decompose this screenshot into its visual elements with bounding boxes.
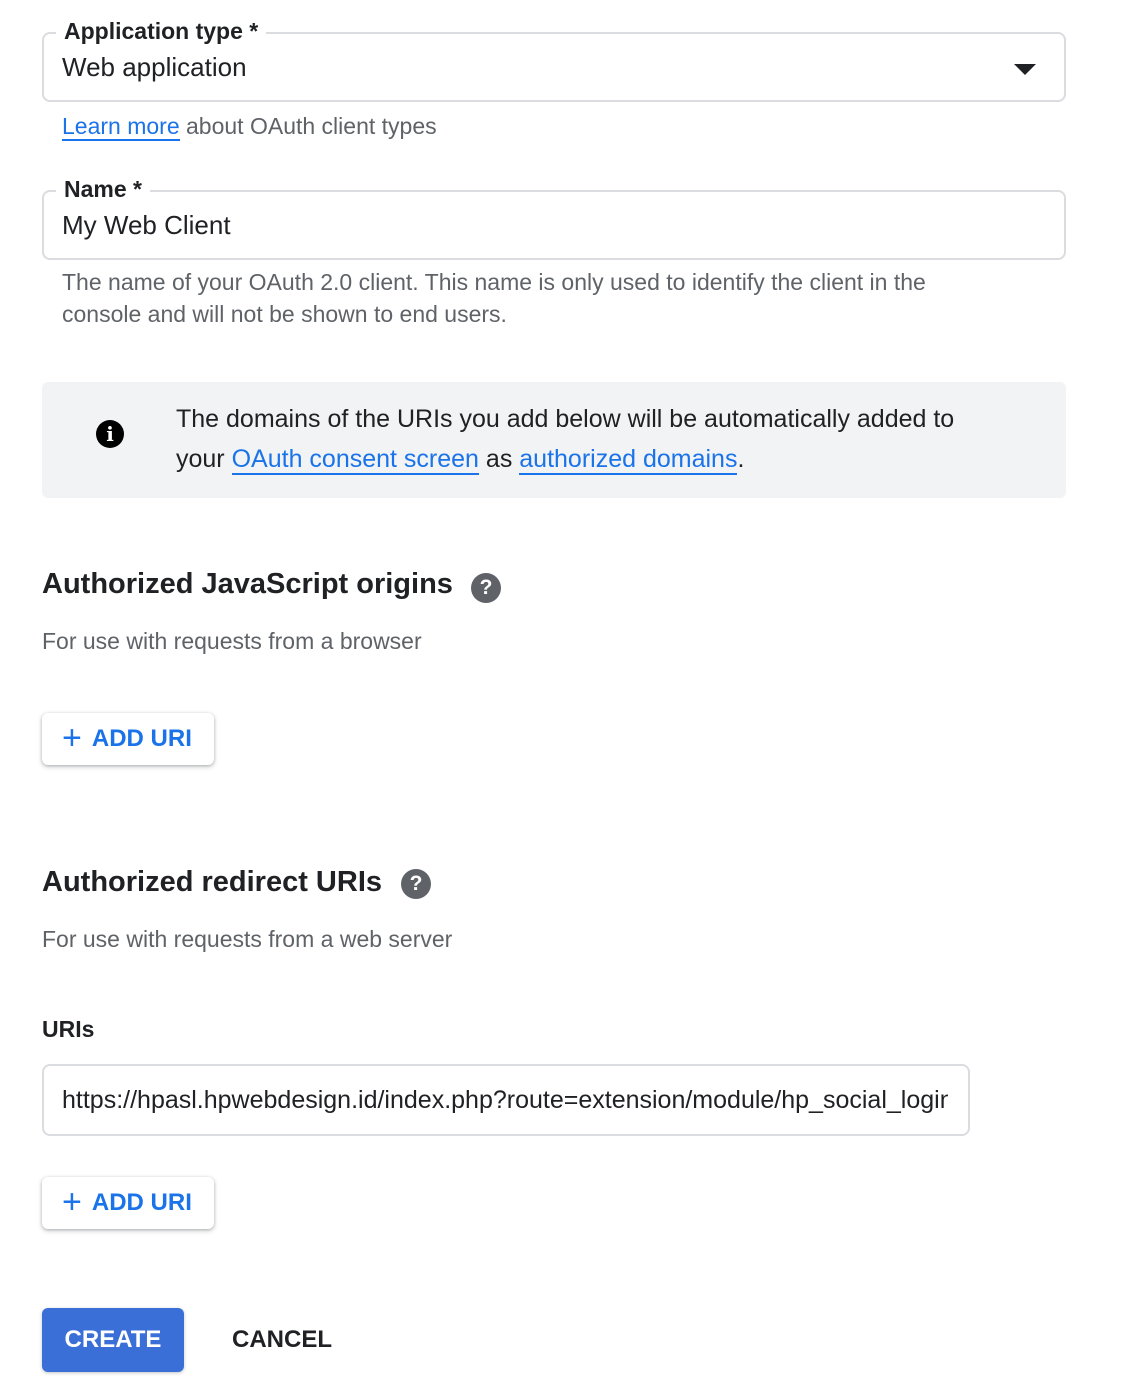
name-helper-line2: console and will not be shown to end users. [62, 301, 507, 327]
name-label: Name * [56, 174, 150, 204]
learn-more-link[interactable]: Learn more [62, 113, 180, 139]
name-value[interactable]: My Web Client [62, 210, 231, 240]
help-icon[interactable]: ? [471, 573, 501, 603]
application-type-label: Application type * [56, 16, 266, 46]
name-field[interactable] [42, 176, 1066, 260]
dropdown-arrow-icon[interactable] [1014, 64, 1036, 75]
application-type-value: Web application [62, 52, 247, 82]
redirect-uri-field[interactable] [42, 1064, 970, 1136]
cancel-button[interactable]: CANCEL [232, 1326, 332, 1353]
name-helper [62, 266, 926, 330]
banner-text-pre: your [176, 445, 232, 473]
learn-more-suffix: about OAuth client types [179, 113, 437, 139]
add-uri-label: ADD URI [91, 725, 192, 752]
redirect-uris-description: For use with requests from a web server [42, 926, 453, 952]
info-icon: i [96, 420, 124, 448]
redirect-uri-input[interactable] [62, 1066, 948, 1134]
plus-icon: + [62, 1182, 82, 1221]
banner-text-mid: as [478, 445, 520, 473]
banner-text [176, 399, 1036, 479]
js-origins-title: Authorized JavaScript origins [42, 568, 453, 600]
plus-icon: + [62, 718, 82, 757]
add-uri-label: ADD URI [91, 1189, 192, 1216]
banner-text-post: . [737, 445, 745, 473]
name-helper-line1: The name of your OAuth 2.0 client. This name is only used to identify the client in the [62, 269, 926, 295]
add-js-origin-uri-button[interactable] [42, 713, 214, 765]
banner-text-line1: The domains of the URIs you add below will be automatically added to [176, 405, 955, 433]
uris-label: URIs [42, 1016, 95, 1042]
authorized-domains-link[interactable]: authorized domains [519, 445, 738, 473]
create-button[interactable]: CREATE [42, 1308, 184, 1372]
add-redirect-uri-button[interactable] [42, 1177, 214, 1229]
banner-text-line2 [176, 439, 1036, 479]
js-origins-description: For use with requests from a browser [42, 628, 422, 654]
application-type-helper [62, 110, 437, 142]
oauth-consent-screen-link[interactable]: OAuth consent screen [231, 445, 479, 473]
redirect-uris-title: Authorized redirect URIs [42, 866, 382, 898]
domains-info-banner [42, 382, 1066, 498]
help-icon[interactable]: ? [401, 869, 431, 899]
application-type-select[interactable] [42, 18, 1066, 102]
